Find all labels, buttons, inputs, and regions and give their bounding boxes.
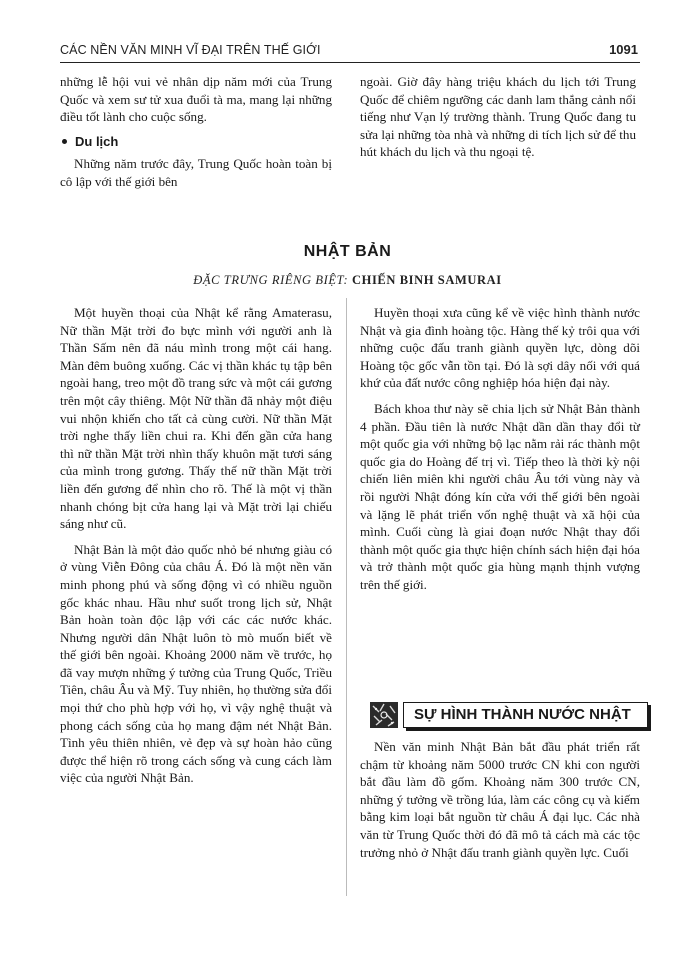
right-column — [360, 304, 640, 594]
paragraph: ngoài. Giờ đây hàng triệu khách du lịch tới Trung Quốc để chiêm ngưỡng các danh lam thắng cảnh nổi tiếng như Vạn lý trường thành. Trung Quốc đang tu sửa lại những tòa nhà và những di tích lịch sử để thu hút khách du lịch và thu ngoại tệ. — [360, 74, 636, 160]
page-number: 1091 — [609, 42, 638, 57]
left-column — [60, 304, 332, 787]
paragraph: Nhật Bản là một đảo quốc nhỏ bé nhưng giàu có ở vùng Viễn Đông của châu Á. Đó là một nền văn minh phong phú và sống động vì có nhiều nguồn gốc khác nhau. Hầu như suốt trong lịch sử, Nhật Bản hoàn toàn độc lập với các các nước khác. Nhưng người dân Nhật luôn tò mò muốn biết về thế giới bên ngoài. Khoảng 2000 năm về trước, họ đã vay mượn những ý tưởng của Trung Quốc, Triều Tiên, châu Âu và Mỹ. Tuy nhiên, họ thường sửa đổi mọi thứ cho phù hợp với họ, vì vậy nghệ thuật và phong cách sống của họ mang đậm nét Nhật Bản. Tình yêu thiên nhiên, vẻ đẹp và sự hoàn hảo cũng được thể hiện rõ trong cách sống và cung cách làm việc của người Nhật Bản. — [60, 541, 332, 786]
running-title: CÁC NỀN VĂN MINH VĨ ĐẠI TRÊN THẾ GIỚI — [60, 43, 321, 57]
section-subtitle — [0, 273, 695, 288]
bullet-heading-tourism — [60, 133, 332, 151]
paragraph: những lễ hội vui vẻ nhân dịp năm mới của Trung Quốc và xem sư tử xua đuổi tà ma, mang lại những điều tốt lành cho cuộc sống. — [60, 74, 332, 125]
ornament-pattern — [370, 702, 398, 728]
running-header — [60, 40, 640, 63]
subtitle-value: CHIẾN BINH SAMURAI — [352, 273, 502, 287]
bullet-icon — [62, 139, 67, 144]
column-divider — [346, 298, 347, 896]
bullet-heading-label: Du lịch — [75, 133, 119, 149]
paragraph: Nền văn minh Nhật Bản bắt đầu phát triển rất chậm từ khoảng năm 5000 trước CN khi con người bắt đầu làm đồ gốm. Khoảng năm 300 trước CN, những ý tưởng về trồng lúa, làm các công cụ và kiếm bằng kim loại bắt nguồn từ châu Á đại lục. Các nhà văn từ Trung Quốc thời đó đã mô tả cách mà các tộc trưởng nhỏ ở Nhật đấu tranh giành quyền lực. Cuối — [360, 739, 640, 860]
paragraph: Bách khoa thư này sẽ chia lịch sử Nhật Bản thành 4 phần. Đầu tiên là nước Nhật dần dần thay đổi từ một quốc gia với những bộ lạc nằm rải rác thành một quốc gia do Hoàng đế trị vì. Tiếp theo là thời kỳ nội chiến liên miên khi người châu Âu tới vùng này và rồi người Nhật đóng kín cửa với thế giới bên ngoài và lặng lẽ phát triển vốn nghệ thuật và xã hội của mình. Cuối cùng là giai đoạn nước Nhật thay đổi thành một quốc gia thực hiện chính sách hiện đại hóa và trở thành một quốc gia hùng mạnh thịnh vượng trên thế giới. — [360, 400, 640, 592]
section-title: NHẬT BẢN — [303, 243, 392, 260]
top-right-column — [360, 73, 636, 161]
subtitle-label: ĐẶC TRƯNG RIÊNG BIỆT: — [193, 273, 349, 287]
paragraph: Một huyền thoại của Nhật kể rằng Amaterasu, Nữ thần Mặt trời đo bực mình với người anh là Thần Sấm nên đã náu mình trong một cái hang. Màn đêm buông xuống. Các vị thần khác tụ tập bên ngoài hang, treo một đồ trang sức và một cái gương trên một cây thiêng. Một Nữ thần đã nhảy một điệu vui nhộn khiến cho tất cả cùng cười. Nữ thần Mặt trời nghe thấy liền chui ra. Khi đến gần cửa hang thì nữ thần Mặt trời nhìn thấy khuôn mặt tươi sáng của mình trong gương. Thấy thế nữ thần Mặt trời liền đến gương để nhìn cho rõ. Thế là một vị thần nhanh chóng bịt cửa hang lại và Mặt trời lại chiếu sáng như cũ. — [60, 305, 332, 532]
right-column-continued — [360, 738, 640, 861]
subsection-title-box — [403, 702, 648, 728]
paragraph: Những năm trước đây, Trung Quốc hoàn toàn bị cô lập với thế giới bên — [60, 156, 332, 189]
top-left-column — [60, 73, 332, 191]
subsection-title: SỰ HÌNH THÀNH NƯỚC NHẬT — [414, 706, 631, 723]
subsection-heading — [370, 702, 648, 728]
paragraph: Huyền thoại xưa cũng kể về việc hình thành nước Nhật và gia đình hoàng tộc. Hàng thế kỷ trôi qua với những cuộc đấu tranh giành quyền lực, dòng dõi Hoàng tộc gốc vẫn tồn tại. Đó là sợi dây nối với quá khứ của đất nước công nghiệp hóa hiện đại này. — [360, 305, 640, 391]
ornament-icon — [370, 702, 398, 728]
